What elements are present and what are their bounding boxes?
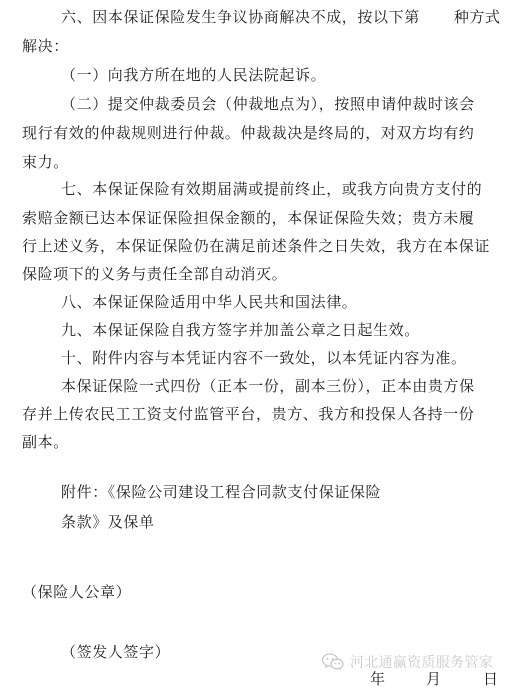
wechat-icon [322, 653, 344, 671]
clause-7-line3: 行上述义务，本保证保险仍在满足前述条件之日失效，我方在本保证 [22, 237, 491, 255]
issuer-signature-label: （签发人签字） [61, 643, 171, 661]
clause-6-intro [61, 7, 501, 27]
copies-line1: 本保证保险一式四份（正本一份，副本三份），正本由贵方保 [61, 377, 475, 395]
clause-6-intro-part2: 种方式 [453, 8, 501, 26]
copies-line2: 存并上传农民工工资支付监管平台，贵方、我方和投保人各持一份 [22, 405, 475, 423]
clause-9: 九、本保证保险自我方签字并加盖公章之日起生效。 [61, 321, 420, 339]
date-year: 年 [370, 670, 386, 688]
clause-8: 八、本保证保险适用中华人民共和国法律。 [61, 293, 358, 311]
clause-6-option-1: （一）向我方所在地的人民法院起诉。 [61, 66, 327, 84]
clause-7-line2: 索赔金额已达本保证保险担保金额的，本保证保险失效；贵方未履 [22, 209, 475, 227]
watermark [322, 650, 493, 674]
attachment-line2: 条款》及保单 [61, 513, 155, 531]
clause-6-intro-line2: 解决： [22, 37, 69, 55]
clause-6-option-2-line1: （二）提交仲裁委员会（仲裁地点为），按照申请仲裁时该会 [61, 95, 475, 113]
date-day: 日 [483, 670, 499, 688]
clause-6-option-2-line3: 束力。 [22, 153, 69, 171]
attachment-line1: 附件：《保险公司建设工程合同款支付保证保险 [61, 483, 382, 501]
clause-10: 十、附件内容与本凭证内容不一致处，以本凭证内容为准。 [61, 349, 467, 367]
clause-7-line4: 保险项下的义务与责任全部自动消灭。 [22, 265, 288, 283]
clause-6-option-2-line2: 现行有效的仲裁规则进行仲裁。仲裁裁决是终局的，对双方均有约 [22, 124, 475, 142]
watermark-text: 河北通赢资质服务管家 [350, 655, 493, 671]
insurer-seal-label: （保险人公章） [22, 583, 132, 601]
clause-7-line1: 七、本保证保险有效期届满或提前终止，或我方向贵方支付的 [61, 180, 483, 198]
copies-line3: 副本。 [22, 433, 69, 451]
clause-6-intro-part1: 六、因本保证保险发生争议协商解决不成，按以下第 [61, 8, 420, 26]
date-month: 月 [426, 670, 442, 688]
